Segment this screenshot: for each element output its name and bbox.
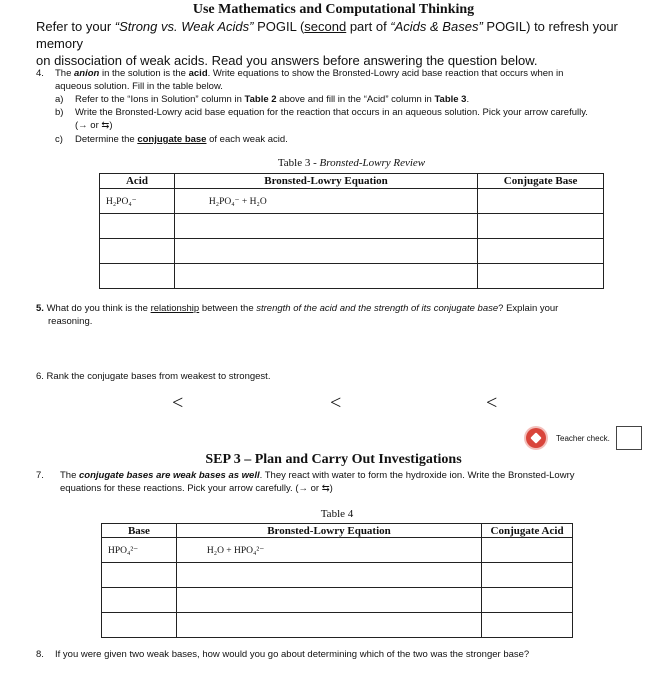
equation-cell[interactable]: H₂PO₄⁻ + H₂O: [174, 189, 477, 214]
conjugate-base-cell[interactable]: [478, 264, 604, 289]
base-cell[interactable]: [102, 563, 177, 588]
q5-text: 5. What do you think is the relationship between the strength of the acid and the strength of its conjugate base? Explain your reasoning.: [36, 303, 559, 327]
table-row: [100, 214, 604, 239]
q8-text: If you were given two weak bases, how would you go about determining which of the two was the stronger base?: [55, 649, 530, 660]
conjugate-acid-cell[interactable]: [482, 563, 573, 588]
equation-cell[interactable]: [176, 588, 481, 613]
table-row: [100, 264, 604, 289]
equation-cell[interactable]: H₂O + HPO₄²⁻: [176, 538, 481, 563]
table-row: [100, 239, 604, 264]
q4-text: The anion in the solution is the acid. Write equations to show the Bronsted-Lowry acid base reaction that occurs when in aqueous solution. Fill in the table below.: [55, 68, 564, 92]
table-row: [102, 563, 573, 588]
conjugate-base-cell[interactable]: [478, 189, 604, 214]
table-header-row: [100, 174, 604, 189]
teacher-check-label: Teacher check.: [556, 434, 610, 443]
table-row: [100, 189, 604, 214]
conjugate-acid-cell[interactable]: [482, 613, 573, 638]
q6-text: 6. Rank the conjugate bases from weakest to strongest.: [36, 371, 271, 382]
conjugate-base-cell[interactable]: [478, 239, 604, 264]
q7-number: 7.: [36, 470, 44, 481]
less-than-sign-2: <: [330, 392, 342, 414]
q4b-text: Write the Bronsted-Lowry acid base equation for the reaction that occurs in an aqueous solution. Pick your arrow carefully. (→ or ⇆): [75, 107, 588, 131]
table-row: [102, 538, 573, 563]
conjugate-acid-cell[interactable]: [482, 538, 573, 563]
equation-cell[interactable]: [176, 613, 481, 638]
q4b-label: b): [55, 107, 64, 118]
table3: [99, 173, 604, 289]
q4c-text: Determine the conjugate base of each weak acid.: [75, 134, 288, 145]
acid-cell[interactable]: H₂PO₄⁻: [100, 189, 175, 214]
acid-cell[interactable]: [100, 214, 175, 239]
header-acid: Acid: [100, 174, 175, 189]
q4a-label: a): [55, 94, 64, 105]
header-base: Base: [102, 524, 177, 538]
q4-number: 4.: [36, 68, 44, 79]
equation-cell[interactable]: [174, 214, 477, 239]
less-than-sign-3: <: [486, 392, 498, 414]
intro-paragraph: Refer to your “Strong vs. Weak Acids” POGIL (second part of “Acids & Bases” POGIL) to refresh your memory on dissociation of weak acids. Read you answers before answering the question below.: [36, 19, 618, 68]
q4a-text: Refer to the “Ions in Solution” column in Table 2 above and fill in the “Acid” column in Table 3.: [75, 94, 470, 105]
header-conjugate-base: Conjugate Base: [478, 174, 604, 189]
header-conjugate-acid: Conjugate Acid: [482, 524, 573, 538]
table-row: [102, 613, 573, 638]
q4c-label: c): [55, 134, 63, 145]
table4: [101, 523, 573, 638]
page-title: Use Mathematics and Computational Thinking: [192, 2, 475, 17]
equation-cell[interactable]: [176, 563, 481, 588]
acid-cell[interactable]: [100, 239, 175, 264]
sep3-title: SEP 3 – Plan and Carry Out Investigations: [205, 452, 462, 467]
equation-cell[interactable]: [174, 264, 477, 289]
q7-text: The conjugate bases are weak bases as well. They react with water to form the hydroxide ion. Write the Bronsted-Lowry equations for these reactions. Pick your arrow carefully. (→ or ⇆): [60, 470, 575, 494]
table-row: [102, 588, 573, 613]
header-equation: Bronsted-Lowry Equation: [176, 524, 481, 538]
base-cell[interactable]: [102, 613, 177, 638]
acid-cell[interactable]: [100, 264, 175, 289]
q8-number: 8.: [36, 649, 44, 660]
table3-caption: Table 3 - Bronsted-Lowry Review: [277, 157, 426, 169]
conjugate-base-cell[interactable]: [478, 214, 604, 239]
base-cell[interactable]: HPO₄²⁻: [102, 538, 177, 563]
table4-caption: Table 4: [320, 508, 354, 520]
table-header-row: [102, 524, 573, 538]
conjugate-acid-cell[interactable]: [482, 588, 573, 613]
equation-cell[interactable]: [174, 239, 477, 264]
header-equation: Bronsted-Lowry Equation: [174, 174, 477, 189]
base-cell[interactable]: [102, 588, 177, 613]
stop-sign-icon: [526, 428, 546, 448]
teacher-check-box[interactable]: [616, 426, 642, 450]
less-than-sign-1: <: [172, 392, 184, 414]
